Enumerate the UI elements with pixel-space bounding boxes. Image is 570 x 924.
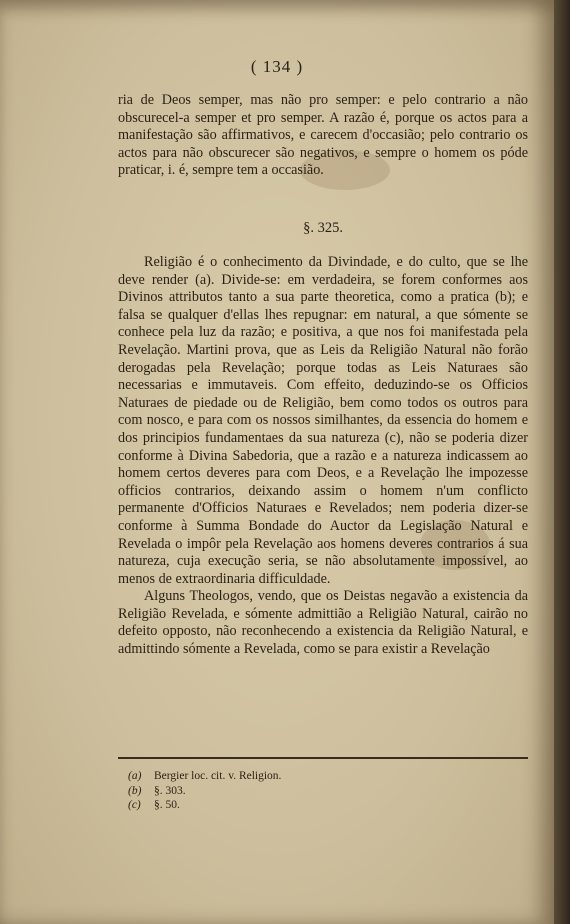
page-number: ( 134 ): [250, 57, 304, 76]
footnote: [128, 784, 428, 799]
footnote: [128, 769, 428, 784]
footnote-rule: [118, 757, 528, 759]
paragraph-text: Alguns Theologos, vendo, que os Deistas negavão a existencia da Religião Revelada, e sómente admittião a Religião Natural, cairão no defeito opposto, não reconhecendo a existencia da Religião Natural, e admittindo sómente a Revelada, como se para existir a Revelação: [118, 588, 528, 658]
footnote-mark: (a): [128, 770, 142, 782]
section-heading: §. 325.: [303, 220, 343, 236]
footnotes: [128, 769, 428, 813]
section-body: [118, 254, 528, 659]
footnote-text: §. 50.: [154, 799, 180, 811]
footnote-mark: (c): [128, 799, 141, 811]
footnote: [128, 798, 428, 813]
footnote-mark: (b): [128, 784, 142, 797]
footnote-text: Bergier loc. cit. v. Religion.: [154, 770, 282, 782]
paragraph-text: Religião é o conhecimento da Divindade, e do culto, que se lhe deve render (a). Divide-se: em verdadeira, se forem conformes aos Divinos attributos tanto a sua parte theoretica, como a pratica (b); e falsa se qualquer d'ellas lhes repugnar: em natural, a que sómente se conhece pela luz da razão; e positiva, a que nos foi manifestada pela Revelação. Martini prova, que as Leis da Religião Natural não forão derogadas pela Revelação; porque todas as Leis Naturaes são necessarias e immutaveis. Com effeito, deduzindo-se os Officios Naturaes de piedade ou de Religião, bem como todos os outros para com nosco, e para com os nossos similhantes, da essencia do homem e dos principios fundamentaes da sua natureza (c), não se poderia dizer conforme à Divina Sabedoria, que a razão e a natureza indicassem ao homem certos deveres para com Deos, e a Revelação lhe impozesse officios contrarios, deixando assim o homem n'um conflicto permanente d'Officios Naturaes e Revelados; nem poderia dizer-se conforme à Summa Bondade do Auctor da Legislação Natural e Revelada o impôr pela Revelação aos homens deveres contrarios á sua natureza, cuja execução seria, se não absolutamente impossivel, ao menos de extraordinaria difficuldade.: [118, 254, 528, 587]
footnote-text: §. 303.: [154, 784, 186, 797]
paragraph-text: ria de Deos semper, mas não pro semper: e pelo contrario a não obscurecel-a semper et pro semper. A razão é, porque os actos para a manifestação são affirmativos, e carecem d'occasião; pelo contrario os actos para não obscurecer são negativos, e sempre o homem os póde praticar, i. é, sempre tem a occasião.: [118, 92, 528, 179]
continued-paragraph: [118, 92, 528, 180]
book-gutter: [554, 0, 570, 924]
